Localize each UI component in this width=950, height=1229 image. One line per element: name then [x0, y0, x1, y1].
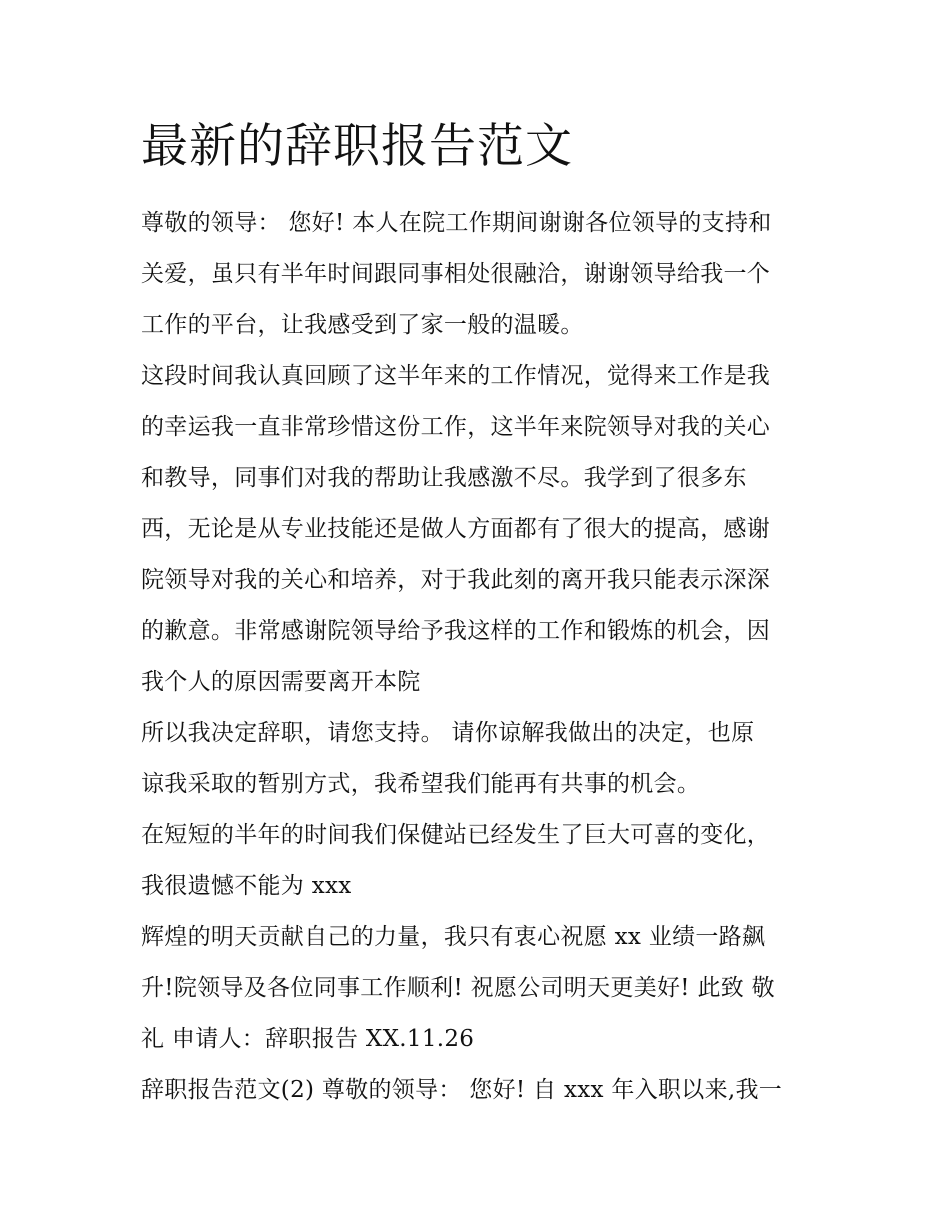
text-line: 辞职报告范文(2) 尊敬的领导： 您好! 自 xxx 年入职以来,我一 [141, 1077, 783, 1103]
text-line: 的歉意。非常感谢院领导给予我这样的工作和锻炼的机会，因 [141, 618, 771, 644]
text-line: 这段时间我认真回顾了这半年来的工作情况，觉得来工作是我 [141, 363, 771, 389]
text-line: 院领导对我的关心和培养，对于我此刻的离开我只能表示深深 [141, 567, 771, 593]
text-line: 和教导，同事们对我的帮助让我感激不尽。我学到了很多东 [141, 465, 747, 491]
text-line: 关爱，虽只有半年时间跟同事相处很融洽，谢谢领导给我一个 [141, 261, 771, 287]
text-line: 礼 申请人：辞职报告 XX.11.26 [141, 1026, 475, 1052]
text-line: 所以我决定辞职，请您支持。 请你谅解我做出的决定，也原 [141, 720, 755, 746]
text-line: 尊敬的领导： 您好! 本人在院工作期间谢谢各位领导的支持和 [141, 210, 772, 236]
text-line: 我个人的原因需要离开本院 [141, 669, 421, 695]
document-title: 最新的辞职报告范文 [141, 119, 573, 174]
document-body [141, 198, 821, 1116]
text-line: 的幸运我一直非常珍惜这份工作，这半年来院领导对我的关心 [141, 414, 771, 440]
text-line: 在短短的半年的时间我们保健站已经发生了巨大可喜的变化， [141, 822, 771, 848]
text-line: 工作的平台，让我感受到了家一般的温暖。 [141, 312, 584, 338]
text-line: 升!院领导及各位同事工作顺利! 祝愿公司明天更美好! 此致 敬 [141, 975, 775, 1001]
text-line: 我很遗憾不能为 xxx [141, 873, 352, 899]
text-line: 西，无论是从专业技能还是做人方面都有了很大的提高，感谢 [141, 516, 771, 542]
text-line: 辉煌的明天贡献自己的力量，我只有衷心祝愿 xx 业绩一路飙 [141, 924, 766, 950]
text-line: 谅我采取的暂别方式，我希望我们能再有共事的机会。 [141, 771, 701, 797]
